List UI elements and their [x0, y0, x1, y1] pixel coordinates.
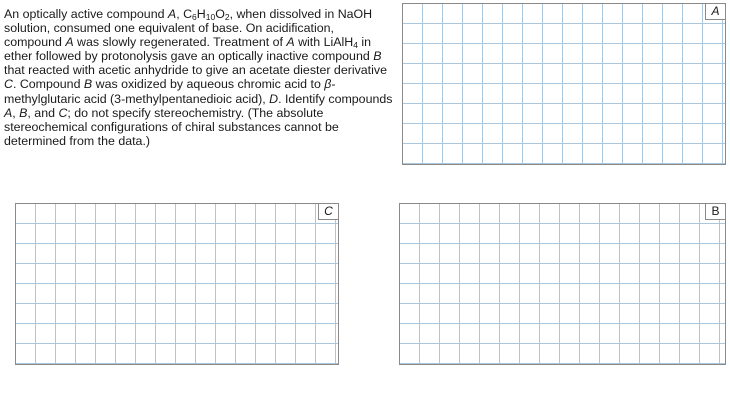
- problem-text-segment: with LiAlH: [294, 35, 354, 50]
- formula-subscript: 4: [353, 40, 358, 51]
- compound-c-ref: C: [4, 77, 13, 92]
- drawing-canvas-b[interactable]: [399, 203, 726, 365]
- problem-text-segment: was slowly regenerated. Treatment of: [73, 35, 287, 50]
- problem-text-segment: , and: [27, 105, 59, 120]
- problem-text-segment: in ether followed by protonolysis gave an optically inactive compound: [4, 35, 374, 64]
- compound-a-ref: A: [65, 35, 74, 50]
- problem-text-segment: that reacted with acetic anhydride to give an acetate diester derivative: [4, 63, 387, 78]
- problem-text-segment: ,: [12, 105, 20, 120]
- problem-text-segment: ; do not specify stereochemistry. (The absolute stereochemical configurations of chiral substances cannot be determined from the data.): [4, 105, 339, 148]
- compound-a-ref: A: [4, 105, 13, 120]
- compound-c-ref: C: [58, 105, 68, 120]
- problem-text-segment: , C: [176, 7, 193, 21]
- canvas-a-label: A: [705, 4, 725, 20]
- compound-a-ref: A: [286, 35, 295, 50]
- formula-subscript: 6: [192, 12, 197, 22]
- problem-text-segment: was oxidized by aqueous chromic acid to: [92, 77, 325, 92]
- formula-subscript: 2: [224, 12, 230, 22]
- formula-subscript: 10: [205, 12, 216, 22]
- drawing-canvas-c[interactable]: [15, 203, 339, 365]
- canvas-b-label: B: [705, 204, 725, 220]
- problem-text-segment: , when dissolved in NaOH solution, consumed one equivalent of base. On acidification, compound: [4, 7, 373, 50]
- canvas-c-label: C: [318, 204, 338, 220]
- problem-text-segment: H: [196, 7, 206, 21]
- problem-text-segment: O: [215, 7, 225, 21]
- problem-text: [4, 7, 394, 148]
- compound-b-ref: B: [83, 77, 93, 92]
- drawing-canvas-a[interactable]: [402, 3, 726, 165]
- problem-text-segment: . Compound: [12, 77, 84, 92]
- compound-b-ref: B: [373, 49, 382, 64]
- problem-text-segment: . Identify compounds: [278, 91, 393, 106]
- compound-d-ref: D: [269, 91, 279, 106]
- compound-b-ref: B: [19, 105, 28, 120]
- problem-text-segment: -methylglutaric acid (3-methylpentanedioic acid),: [4, 77, 336, 106]
- problem-text-segment: An optically active compound: [4, 7, 168, 21]
- beta-symbol: β: [324, 77, 332, 92]
- compound-a-ref: A: [167, 7, 177, 21]
